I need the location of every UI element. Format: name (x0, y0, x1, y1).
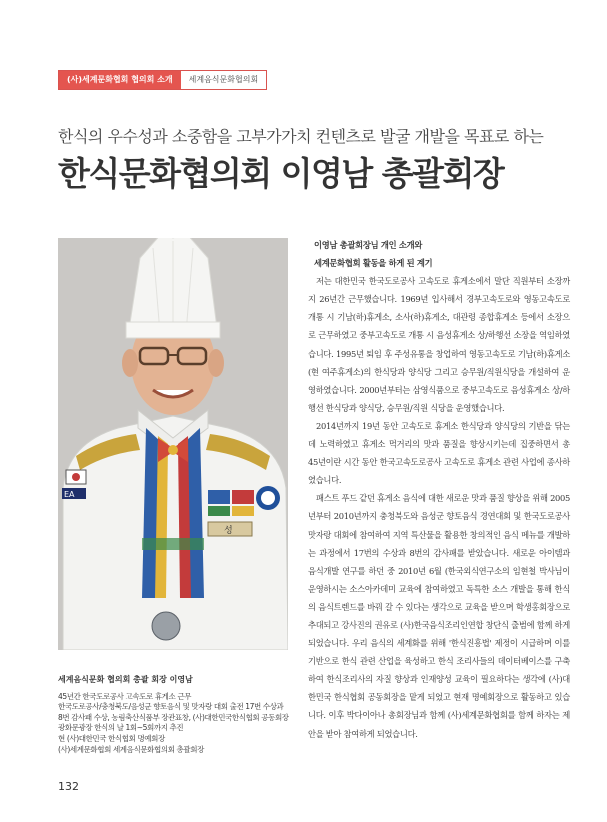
article-paragraph: 패스트 푸드 같던 휴게소 음식에 대한 새로운 맛과 품질 향상을 위해 2005년부터 2010년까지 충청북도와 음성군 향토음식 경연대회 및 한국도로공사 맛자랑 대회에 참여하여 지역 특산물을 활용한 창의적인 음식 메뉴를 개발하는 과정에서 17번의 수상과 8번의 감사패를 받았습니다. 새로운 아이템과 음식개발 연구를 하던 중 2010년 6월 (한국외식연구소의 임현철 박사님이 운영하시는 소스아카데미 교육에 참여하였고 독특한 소스 개발을 통해 한식의 음식트렌드를 바꿔 갈 수 있다는 생각으로 교육을 받으며 학생홍회장으로 추대되고 강사진의 권유로 (사)한국음식조리인연합 창단식 출범에 함께 하게 되었습니다. 우리 음식의 세계화를 위해 '한식진흥법' 제정이 시급하며 이를 기반으로 한식 관련 산업을 육성하고 한식 조리사들의 데이터베이스를 구축하여 한식조리사의 자질 향상과 인재양성 교육이 필요하다는 생각에 (사)대한민국 한식협회 공동회장을 맡게 되었고 현재 명예회장으로 활동하고 있습니다. 이후 박다이아나 총회장님과 함께 (사)세계문화협회를 함께 하자는 제안을 받아 참여하게 되었습니다. (308, 493, 570, 739)
caption-line: (사)세계문화협회 세계음식문화협의회 총괄회장 (58, 744, 204, 754)
caption-title: 세계음식문화 협의회 총괄 회장 이영남 (58, 675, 193, 684)
article-paragraph: 저는 대한민국 한국도로공사 고속도로 휴게소에서 말단 직원부터 소장까지 26년간 근무했습니다. 1969년 입사해서 경부고속도로와 영동고속도로 개통 시 기남(하)휴게소, 소사(하)휴게소, 대관령 종합휴게소 등에서 소장으로 근무하였고 중부고속도로 개통 시 음성휴게소 상/하행선 소장을 역임하였습니다. 1995년 퇴임 후 주성유통을 창업하여 영동고속도로 기남(하)휴게소(현 여주휴게소)의 한식당과 양식당 그리고 승무원/직원식당을 개설하여 운영하였습니다. 2000년부터는 삼영식품으로 중부고속도로 음성휴게소 상/하행선 한식당과 양식당, 승무원/직원 식당을 운영했습니다. (308, 276, 570, 413)
section-tag-subcategory: 세계음식문화협의회 (181, 71, 267, 89)
page-title: 한식문화협의회 이영남 총괄회장 (58, 154, 504, 193)
portrait-photo (58, 238, 288, 650)
article-heading: 이영남 총괄회장님 개인 소개와 (314, 240, 423, 250)
section-tag (58, 70, 267, 90)
caption-line: 45년간 한국도로공사 고속도로 휴게소 근무 (58, 691, 192, 701)
caption-line: 한국도로공사/충청북도/음성군 향토음식 및 맛자랑 대회 출전 17번 수상과 (58, 702, 284, 712)
page-number: 132 (58, 780, 79, 793)
article-body (308, 236, 570, 743)
caption-line: 현 (사)대한민국 한식협회 명예회장 (58, 733, 165, 743)
portrait-illustration (58, 238, 288, 650)
page-subtitle: 한식의 우수성과 소중함을 고부가가치 컨텐츠로 발굴 개발을 목표로 하는 (58, 127, 544, 146)
caption-line: 8번 감사패 수상, 농림축산식품부 장관표창, (사)대한민국한식협회 공동회장 (58, 712, 289, 722)
article-heading: 세계문화협회 활동을 하게 된 계기 (314, 258, 433, 269)
svg-text:EA: EA (64, 490, 75, 499)
photo-caption (58, 675, 293, 755)
svg-text:성: 성 (224, 526, 233, 536)
article-paragraph: 2014년까지 19년 동안 고속도로 휴게소 한식당과 양식당의 기반을 닦는데 노력하였고 휴게소 먹거리의 맛과 품질을 향상시키는데 집중하면서 총 45년이란 시간 동안 한국고속도로공사 고속도로 휴게소 관련 사업에 종사하였습니다. (308, 420, 570, 486)
caption-line: 광화문광장 한식의 날 1회~5회까지 추진 (58, 723, 184, 733)
section-tag-category: (사)세계문화협회 협의회 소개 (59, 71, 181, 89)
